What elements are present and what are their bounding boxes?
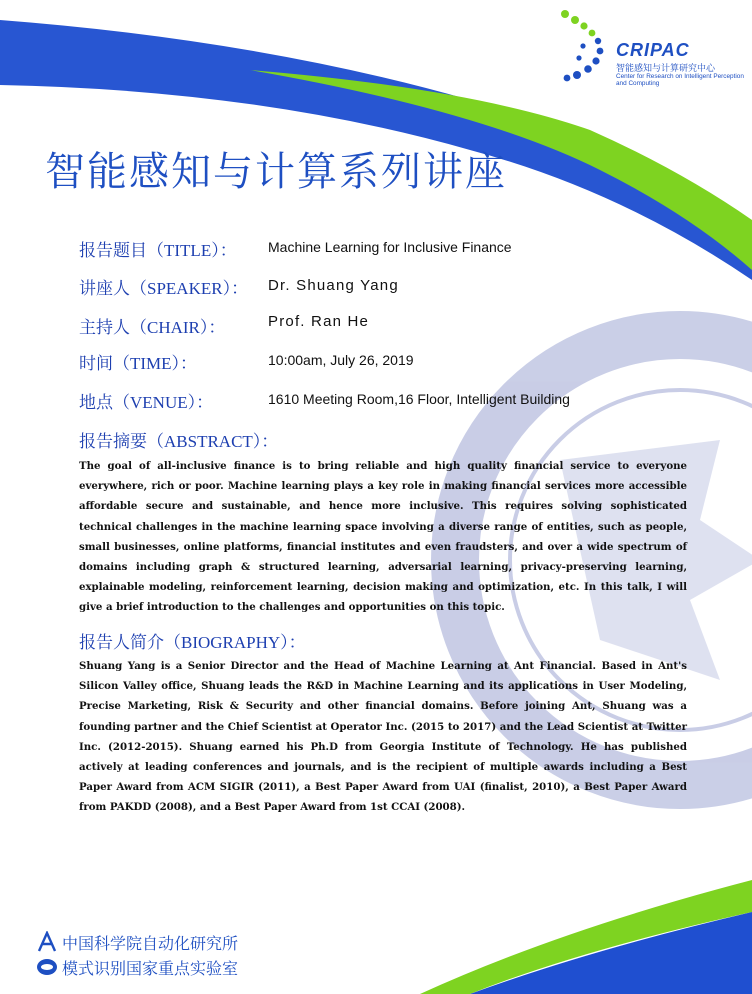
logo-name: CRIPAC [616, 40, 690, 60]
chair-label-cn: 主持人 [79, 318, 130, 338]
biography-label-cn: 报告人简介 [79, 633, 164, 653]
time-label-cn: 时间 [79, 354, 113, 374]
time-label [79, 349, 197, 374]
title-label [79, 236, 237, 261]
venue-label-cn: 地点 [79, 393, 113, 413]
abstract-text: The goal of all-inclusive finance is to bring reliable and high quality financial service to everyone everywhere, rich or poor. Machine learning plays a key role in making financial services more accessible affordable secure and sustainable, and hence more inclusive. This requires solving sophisticated technical challenges in the machine learning space involving a diverse range of entities, such as people, small businesses, online platforms, financial institutes and even fraudsters, and over a wide spectrum of domains including graph & structured learning, adversarial learning, privacy-preserving learning, explainable modeling, reinforcement learning, decision making and optimization, etc. In this talk, I will give a brief introduction to the challenges and opportunities on this topic. [79, 460, 687, 614]
speaker-label-cn: 讲座人 [79, 279, 130, 299]
time-value: 10:00am, July 26, 2019 [268, 352, 414, 368]
chair-value: Prof. Ran He [268, 313, 370, 330]
institute-logo-icon [36, 931, 58, 953]
page-title: 智能感知与计算系列讲座 [45, 149, 507, 195]
biography-text: Shuang Yang is a Senior Director and the Head of Machine Learning at Ant Financial. Based in Ant's Silicon Valley office, Shuang leads the R&D in Machine Learning and its applications in User Modeling, Precise Marketing, Risk & Security and other financial domains. Before joining Ant, Shuang was a founding partner and the Chief Scientist at Operator Inc. (2015 to 2017) and the Lead Scientist at Twitter Inc. (2012-2015). Shuang earned his Ph.D from Georgia Institute of Technology. He has published actively at leading conferences and journals, and is the recipient of multiple awards including a Best Paper Award from ACM SIGIR (2011), a Best Paper Award from UAI (finalist, 2010), a Best Paper Award from PAKDD (2008), and a Best Paper Award from 1st CCAI (2008). [79, 660, 687, 814]
chair-label [79, 313, 225, 338]
venue-label-en: （VENUE）： [113, 393, 214, 412]
time-label-en: （TIME）： [113, 354, 198, 373]
venue-label [79, 388, 213, 413]
biography-label-en: （BIOGRAPHY）： [164, 633, 306, 652]
speaker-label [79, 274, 248, 299]
abstract-label [79, 427, 278, 452]
venue-value: 1610 Meeting Room,16 Floor, Intelligent Building [268, 391, 570, 407]
abstract-label-en: （ABSTRACT）： [147, 432, 279, 451]
cripac-logo-dots-icon [555, 6, 615, 86]
abstract-label-cn: 报告摘要 [79, 432, 147, 452]
biography-label [79, 628, 306, 653]
lab-logo-icon [36, 957, 58, 977]
speaker-value: Dr. Shuang Yang [268, 277, 399, 294]
title-value: Machine Learning for Inclusive Finance [268, 239, 512, 255]
title-label-cn: 报告题目 [79, 241, 147, 261]
chair-label-en: （CHAIR）： [130, 318, 226, 337]
speaker-label-en: （SPEAKER）： [130, 279, 249, 298]
footer-institute: 中国科学院自动化研究所 [62, 934, 239, 953]
footer-lab: 模式识别国家重点实验室 [62, 959, 239, 978]
logo-en-name: Center for Research on Intelligent Perception and Computing [616, 73, 744, 87]
title-label-en: （TITLE）： [147, 241, 237, 260]
logo-cn-name: 智能感知与计算研究中心 [616, 64, 716, 74]
